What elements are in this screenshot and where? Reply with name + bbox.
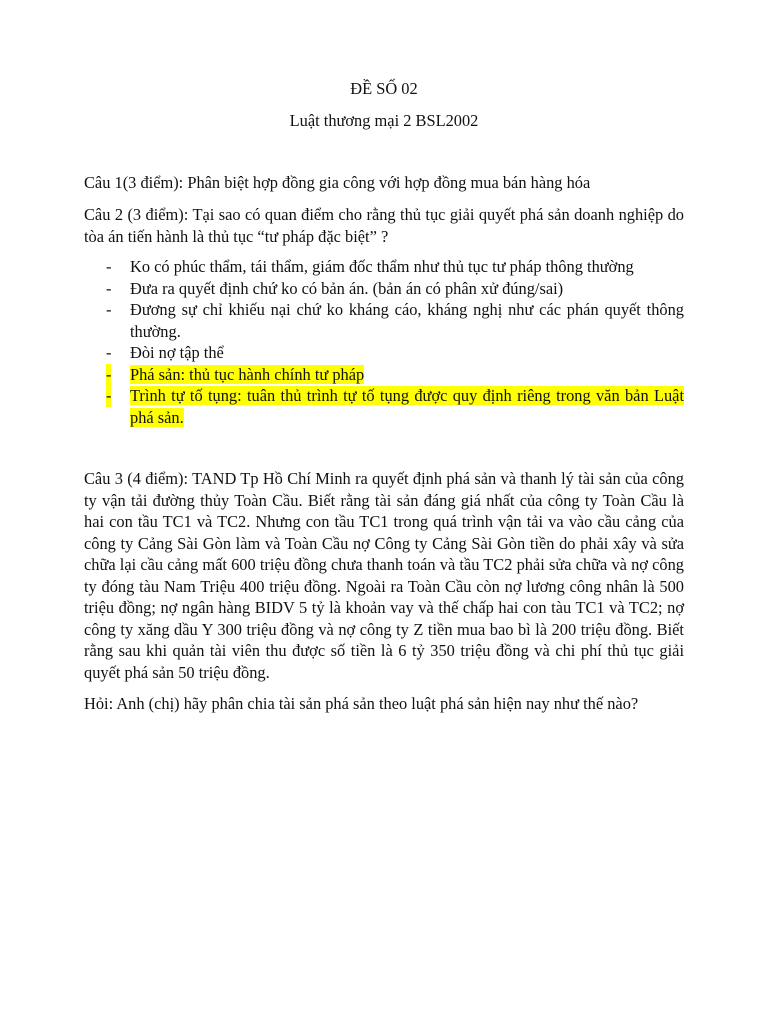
list-item-highlighted	[84, 364, 684, 386]
bullet-dash: -	[106, 300, 112, 319]
bullet-dash: -	[106, 278, 112, 298]
list-item-text: Đương sự chỉ khiếu nại chứ ko kháng cáo, kháng nghị như các phán quyết thông thường.	[130, 300, 684, 341]
list-item-text: Ko có phúc thẩm, tái thẩm, giám đốc thẩm như thủ tục tư pháp thông thường	[130, 257, 634, 276]
list-item	[84, 256, 684, 278]
list-item-highlighted	[84, 385, 684, 428]
question-3: Câu 3 (4 điểm): TAND Tp Hồ Chí Minh ra quyết định phá sản và thanh lý tài sản của công ty vận tải đường thủy Toàn Cầu. Biết rằng tài sản đáng giá nhất của công ty Toàn Cầu là hai con tầu TC1 và TC2. Nhưng con tầu TC1 trong quá trình vận tải va vào cầu cảng của công ty Cảng Sài Gòn làm và Toàn Cầu nợ Công ty Cảng Sài Gòn tiền do phải xây và sửa chữa lại cầu cảng mất 600 triệu đồng chưa thanh toán và tầu TC2 phải sửa chữa và nợ công ty đóng tàu Nam Triệu 400 triệu đồng. Ngoài ra Toàn Cầu còn nợ lương công nhân là 500 triệu đồng; nợ ngân hàng BIDV 5 tỷ là khoản vay và thế chấp hai con tàu TC1 và TC2; nợ công ty xăng dầu Y 300 triệu đồng và nợ công ty Z tiền mua bao bì là 200 triệu đồng. Biết rằng sau khi quản tài viên thu được số tiền là 6 tỷ 350 triệu đồng và chi phí thủ tục giải quyết phá sản 50 triệu đồng.	[84, 469, 684, 682]
question-2: Câu 2 (3 điểm): Tại sao có quan điểm cho rằng thủ tục giải quyết phá sản doanh nghiệp do tòa án tiến hành là thủ tục “tư pháp đặc biệt” ?	[84, 205, 684, 246]
bullet-dash: -	[106, 386, 112, 405]
list-item-text: Đưa ra quyết định chứ ko có bản án. (bản án có phân xử đúng/sai)	[130, 278, 564, 298]
list-item	[84, 342, 684, 364]
list-item	[84, 278, 684, 300]
answer-list	[84, 256, 684, 428]
question-1: Câu 1(3 điểm): Phân biệt hợp đồng gia công với hợp đồng mua bán hàng hóa	[84, 173, 591, 192]
list-item	[84, 299, 684, 342]
course-subtitle: Luật thương mại 2 BSL2002	[289, 111, 479, 130]
bullet-dash: -	[106, 343, 112, 362]
bullet-dash: -	[106, 364, 112, 384]
list-item-text: Đòi nợ tập thể	[130, 343, 224, 362]
list-item-text: Trình tự tố tụng: tuân thủ trình tự tố tụng được quy định riêng trong văn bản Luật phá sản.	[130, 386, 684, 427]
list-item-text: Phá sản: thủ tục hành chính tư pháp	[130, 364, 365, 384]
bullet-dash: -	[106, 257, 112, 276]
question-3-prompt: Hỏi: Anh (chị) hãy phân chia tài sản phá sản theo luật phá sản hiện nay như thế nào?	[84, 694, 639, 713]
exam-title: ĐỀ SỐ 02	[350, 79, 418, 98]
